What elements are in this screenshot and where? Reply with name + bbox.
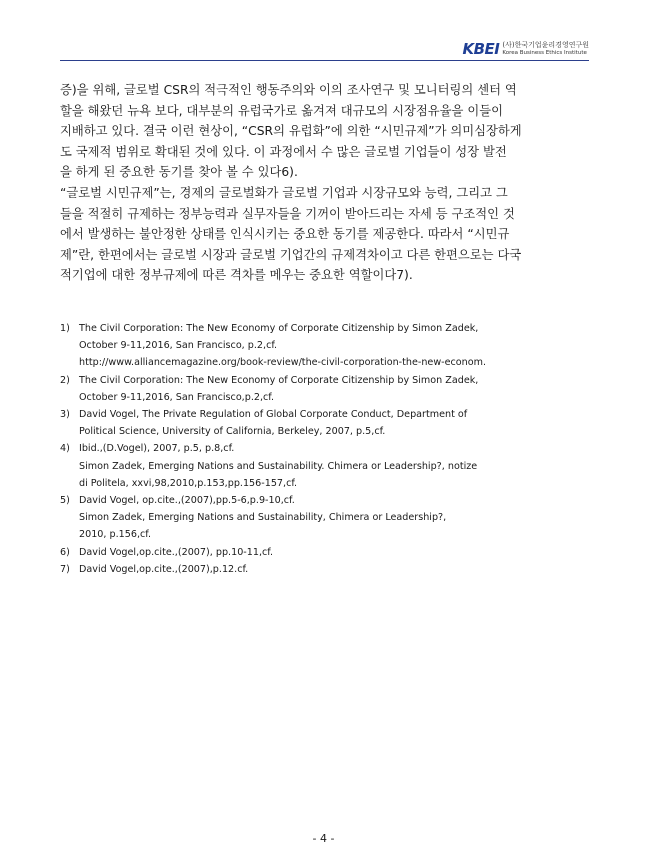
footnote-line: October 9-11,2016, San Francisco, p.2,cf.	[79, 340, 278, 352]
text-line: 에서 발생하는 불안정한 상태를 인식시키는 중요한 동기를 제공한다. 따라서 “시민규	[60, 227, 510, 242]
page-number: - 4 -	[312, 832, 335, 845]
footnote	[60, 320, 589, 372]
footnote-line: Simon Zadek, Emerging Nations and Sustainability. Chimera or Leadership?, notize	[79, 460, 478, 472]
footnote	[60, 544, 589, 561]
body-paragraph	[60, 183, 589, 286]
footnote-number: 2)	[60, 374, 70, 386]
footnote	[60, 406, 589, 440]
footnote	[60, 492, 589, 544]
footnote-line: The Civil Corporation: The New Economy of Corporate Citizenship by Simon Zadek,	[79, 323, 479, 334]
text-line: “글로벌 시민규제”는, 경제의 글로벌화가 글로벌 기업과 시장규모와 능력, 그리고 그	[60, 185, 508, 200]
footnote-number: 6)	[60, 546, 70, 558]
text-line: 증)을 위해, 글로벌 CSR의 적극적인 행동주의와 이의 조사연구 및 모니터링의 센터 역	[60, 83, 517, 97]
footnote-line: di Politela, xxvi,98,2010,p.153,pp.156-157,cf.	[79, 477, 298, 489]
footnote-number: 4)	[60, 443, 70, 455]
footnote-number: 5)	[60, 495, 70, 507]
footnote-line: David Vogel, op.cite.,(2007),pp.5-6,p.9-10,cf.	[79, 495, 295, 507]
body-text	[60, 80, 589, 286]
footnote-line: David Vogel, The Private Regulation of Global Corporate Conduct, Department of	[79, 409, 468, 421]
logo-mark: KBEI	[462, 40, 500, 58]
footnote-line: David Vogel,op.cite.,(2007),p.12.cf.	[79, 563, 249, 575]
text-line: 들을 적절히 규제하는 정부능력과 실무자들을 기꺼이 받아드리는 자세 등 구조적인 것	[60, 206, 515, 221]
logo-english-name: Korea Business Ethics Institute	[502, 50, 587, 56]
footnote-line: Political Science, University of California, Berkeley, 2007, p.5,cf.	[79, 426, 386, 438]
logo-text	[502, 41, 589, 57]
footnotes	[60, 320, 589, 578]
text-line: 도 국제적 범위로 확대된 것에 있다. 이 과정에서 수 많은 글로벌 기업들이 성장 발전	[60, 144, 507, 159]
text-line: 할을 해왔던 뉴욕 보다, 대부분의 유럽국가로 옮겨져 대규모의 시장점유율을 이들이	[60, 103, 503, 118]
footnote-line: Simon Zadek, Emerging Nations and Sustainability, Chimera or Leadership?,	[79, 512, 447, 524]
footnote-line: 2010, p.156,cf.	[79, 529, 152, 541]
body-paragraph	[60, 80, 589, 183]
footnote	[60, 440, 589, 492]
text-line: 지배하고 있다. 결국 이런 현상이, “CSR의 유럽화”에 의한 “시민규제”가 의미심장하게	[60, 124, 522, 139]
footnote-line: October 9-11,2016, San Francisco,p.2,cf.	[79, 391, 275, 403]
page-header	[60, 41, 589, 61]
header-rule	[60, 60, 589, 61]
footnote-number: 1)	[60, 323, 70, 334]
footnote-number: 3)	[60, 409, 70, 421]
footnote-line: http://www.alliancemagazine.org/book-review/the-civil-corporation-the-new-econom.	[79, 357, 487, 369]
text-line: 을 하게 된 중요한 동기를 찾아 볼 수 있다6).	[60, 165, 298, 180]
text-line: 제”란, 한편에서는 글로벌 시장과 글로벌 기업간의 규제격차이고 다른 한편으로는 다국	[60, 247, 522, 262]
institute-logo	[463, 41, 590, 61]
footnote	[60, 372, 589, 406]
footnote-line: David Vogel,op.cite.,(2007), pp.10-11,cf.	[79, 546, 274, 558]
text-line: 적기업에 대한 정부규제에 따른 격차를 메우는 중요한 역할이다7).	[60, 268, 413, 283]
logo-korean-name: (사)한국기업윤리경영연구원	[502, 41, 589, 49]
footnote-number: 7)	[60, 563, 70, 575]
footnote	[60, 561, 589, 578]
footnote-line: The Civil Corporation: The New Economy of Corporate Citizenship by Simon Zadek,	[79, 374, 479, 386]
footnote-line: Ibid.,(D.Vogel), 2007, p.5, p.8,cf.	[79, 443, 235, 455]
